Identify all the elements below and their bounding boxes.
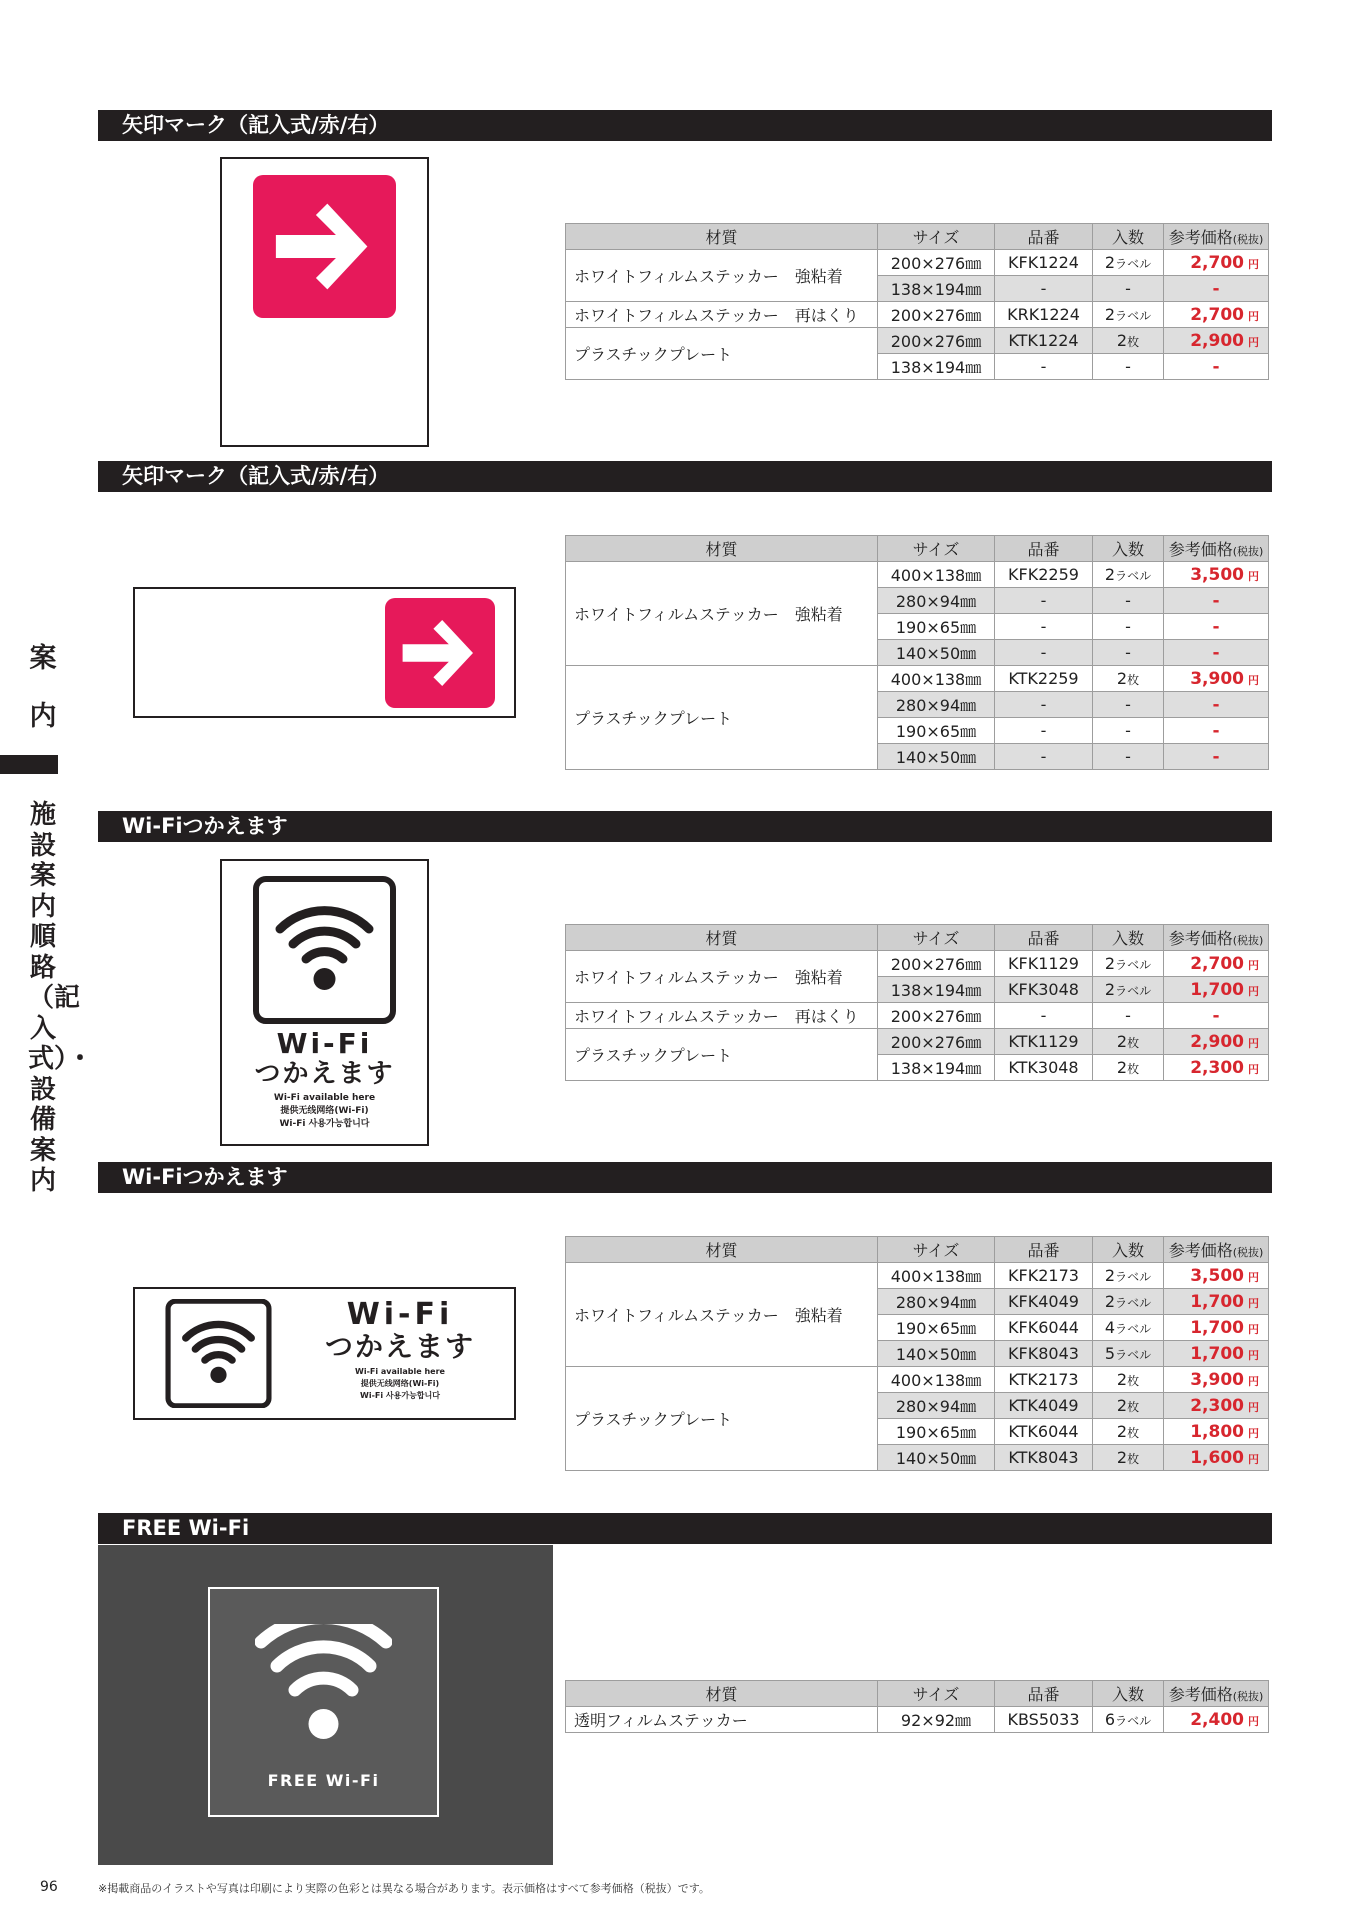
section-title: 矢印マーク（記入式/赤/右） — [98, 110, 1272, 141]
cell-item-no: KFK3048 — [995, 977, 1093, 1003]
cell-price: 2,300 円 — [1164, 1055, 1269, 1081]
cell-qty: - — [1093, 744, 1164, 770]
cell-qty: 6ラベル — [1093, 1707, 1164, 1733]
cell-qty-unit: ラベル — [1115, 569, 1152, 583]
sign-text-sub: 提供无线网络(Wi-Fi) — [360, 1379, 440, 1388]
cell-size: 190×65㎜ — [878, 1315, 995, 1341]
cell-price: 1,800 円 — [1164, 1419, 1269, 1445]
cell-item-no: KFK2259 — [995, 562, 1093, 588]
header-price-note: (税抜) — [1232, 1690, 1264, 1703]
cell-size: 200×276㎜ — [878, 1003, 995, 1029]
wifi-icon — [255, 1624, 392, 1742]
cell-item-no: - — [995, 692, 1093, 718]
cell-item-no: KTK6044 — [995, 1419, 1093, 1445]
header-qty: 入数 — [1093, 925, 1164, 951]
cell-item-no: KTK4049 — [995, 1393, 1093, 1419]
cell-item-no: - — [995, 718, 1093, 744]
sign-text-main: つかえます — [254, 1059, 395, 1089]
cell-price-unit: 円 — [1248, 1374, 1259, 1388]
cell-size: 190×65㎜ — [878, 718, 995, 744]
spec-table — [565, 223, 1269, 380]
footnote: ※掲載商品のイラストや写真は印刷により実際の色彩とは異なる場合があります。表示価格はすべて参考価格（税抜）です。 — [98, 1882, 710, 1895]
header-price: 参考価格(税抜) — [1164, 925, 1269, 951]
header-item-no: 品番 — [995, 536, 1093, 562]
cell-size: 140×50㎜ — [878, 1341, 995, 1367]
cell-qty: - — [1093, 614, 1164, 640]
header-item-no: 品番 — [995, 1681, 1093, 1707]
cell-qty: 2ラベル — [1093, 302, 1164, 328]
cell-item-no: KBS5033 — [995, 1707, 1093, 1733]
cell-qty: 2ラベル — [1093, 250, 1164, 276]
cell-qty: - — [1093, 588, 1164, 614]
header-qty: 入数 — [1093, 1237, 1164, 1263]
cell-qty-unit: 枚 — [1127, 1426, 1140, 1440]
header-price-note: (税抜) — [1232, 934, 1264, 947]
cell-material: プラスチックプレート — [566, 1029, 878, 1081]
cell-size: 138×194㎜ — [878, 276, 995, 302]
cell-qty: 5ラベル — [1093, 1341, 1164, 1367]
header-item-no: 品番 — [995, 1237, 1093, 1263]
table-row — [566, 1029, 1269, 1055]
cell-price-unit: 円 — [1248, 1322, 1259, 1336]
cell-item-no: KFK8043 — [995, 1341, 1093, 1367]
table-header-row — [566, 536, 1269, 562]
header-item-no: 品番 — [995, 925, 1093, 951]
header-qty: 入数 — [1093, 224, 1164, 250]
cell-item-no: KFK6044 — [995, 1315, 1093, 1341]
side-divider — [0, 755, 58, 774]
sign-text-main: つかえます — [324, 1330, 475, 1363]
cell-material: ホワイトフィルムステッカー 強粘着 — [566, 562, 878, 666]
cell-price-unit: 円 — [1248, 569, 1259, 583]
cell-qty: 2ラベル — [1093, 562, 1164, 588]
cell-qty: 4ラベル — [1093, 1315, 1164, 1341]
cell-size: 400×138㎜ — [878, 666, 995, 692]
cell-item-no: KTK2173 — [995, 1367, 1093, 1393]
sign-text-sub: Wi-Fi 사용가능합니다 — [360, 1391, 440, 1400]
section-title: 矢印マーク（記入式/赤/右） — [98, 461, 1272, 492]
cell-qty-unit: 枚 — [1127, 335, 1140, 349]
table-row — [566, 1003, 1269, 1029]
spec-table — [565, 1236, 1269, 1471]
cell-qty-unit: 枚 — [1127, 1036, 1140, 1050]
cell-price-unit: 円 — [1248, 1714, 1259, 1728]
cell-price: - — [1164, 1003, 1269, 1029]
cell-price: 2,400 円 — [1164, 1707, 1269, 1733]
cell-qty: 2ラベル — [1093, 1263, 1164, 1289]
arrow-right-icon — [253, 175, 396, 318]
cell-size: 92×92㎜ — [878, 1707, 995, 1733]
cell-price: 3,500 円 — [1164, 1263, 1269, 1289]
cell-item-no: - — [995, 276, 1093, 302]
header-price: 参考価格(税抜) — [1164, 1237, 1269, 1263]
cell-item-no: - — [995, 640, 1093, 666]
cell-price-unit: 円 — [1248, 1036, 1259, 1050]
cell-price-unit: 円 — [1248, 1062, 1259, 1076]
cell-qty-unit: ラベル — [1115, 1322, 1152, 1336]
table-row — [566, 951, 1269, 977]
table-row — [566, 1263, 1269, 1289]
cell-qty-unit: ラベル — [1115, 1348, 1152, 1362]
product-image-free-wifi — [98, 1545, 553, 1865]
cell-qty: 2ラベル — [1093, 977, 1164, 1003]
cell-qty-unit: ラベル — [1115, 1714, 1152, 1728]
cell-price: 2,900 円 — [1164, 1029, 1269, 1055]
cell-price-unit: 円 — [1248, 984, 1259, 998]
header-material: 材質 — [566, 1681, 878, 1707]
cell-price: 1,700 円 — [1164, 1289, 1269, 1315]
cell-size: 190×65㎜ — [878, 614, 995, 640]
cell-item-no: KFK1224 — [995, 250, 1093, 276]
cell-size: 200×276㎜ — [878, 1029, 995, 1055]
header-price: 参考価格(税抜) — [1164, 536, 1269, 562]
cell-material: プラスチックプレート — [566, 1367, 878, 1471]
table-header-row — [566, 224, 1269, 250]
header-price-note: (税抜) — [1232, 545, 1264, 558]
cell-size: 280×94㎜ — [878, 1393, 995, 1419]
sign-text-main: Wi-Fi — [276, 1027, 373, 1060]
product-image-arrow-landscape — [133, 587, 516, 718]
side-title-bottom: 施設案内 順路（記入式）・設備案内 — [28, 800, 94, 1196]
cell-qty: 2ラベル — [1093, 951, 1164, 977]
cell-size: 400×138㎜ — [878, 1263, 995, 1289]
cell-qty: - — [1093, 354, 1164, 380]
product-image-wifi-landscape — [133, 1287, 516, 1420]
sign-text-sub: Wi-Fi 사용가능합니다 — [279, 1119, 370, 1129]
cell-size: 138×194㎜ — [878, 1055, 995, 1081]
cell-material: ホワイトフィルムステッカー 強粘着 — [566, 951, 878, 1003]
header-item-no: 品番 — [995, 224, 1093, 250]
cell-price: 3,500 円 — [1164, 562, 1269, 588]
cell-item-no: KTK1224 — [995, 328, 1093, 354]
cell-item-no: KRK1224 — [995, 302, 1093, 328]
page-number: 96 — [40, 1879, 58, 1895]
cell-price: - — [1164, 744, 1269, 770]
cell-qty-unit: ラベル — [1115, 1296, 1152, 1310]
header-size: サイズ — [878, 224, 995, 250]
cell-price-unit: 円 — [1248, 1296, 1259, 1310]
cell-item-no: - — [995, 354, 1093, 380]
cell-price-unit: 円 — [1248, 1452, 1259, 1466]
spec-table — [565, 535, 1269, 770]
cell-size: 200×276㎜ — [878, 951, 995, 977]
cell-size: 138×194㎜ — [878, 977, 995, 1003]
cell-price: - — [1164, 692, 1269, 718]
cell-qty-unit: 枚 — [1127, 1374, 1140, 1388]
cell-size: 200×276㎜ — [878, 250, 995, 276]
cell-price: 2,700 円 — [1164, 302, 1269, 328]
header-price-note: (税抜) — [1232, 233, 1264, 246]
cell-qty: 2ラベル — [1093, 1289, 1164, 1315]
cell-qty: - — [1093, 276, 1164, 302]
cell-size: 138×194㎜ — [878, 354, 995, 380]
cell-price: 1,600 円 — [1164, 1445, 1269, 1471]
cell-item-no: KTK1129 — [995, 1029, 1093, 1055]
cell-qty-unit: ラベル — [1115, 958, 1152, 972]
cell-price-unit: 円 — [1248, 335, 1259, 349]
cell-item-no: - — [995, 1003, 1093, 1029]
cell-qty: 2枚 — [1093, 1445, 1164, 1471]
cell-qty: 2枚 — [1093, 328, 1164, 354]
cell-price: 2,300 円 — [1164, 1393, 1269, 1419]
header-material: 材質 — [566, 536, 878, 562]
cell-item-no: KFK4049 — [995, 1289, 1093, 1315]
cell-price-unit: 円 — [1248, 1270, 1259, 1284]
product-image-wifi-portrait — [220, 859, 429, 1146]
table-row — [566, 562, 1269, 588]
cell-price: 3,900 円 — [1164, 1367, 1269, 1393]
cell-size: 140×50㎜ — [878, 640, 995, 666]
cell-qty: 2枚 — [1093, 1419, 1164, 1445]
cell-item-no: KTK8043 — [995, 1445, 1093, 1471]
cell-item-no: KFK2173 — [995, 1263, 1093, 1289]
cell-price: - — [1164, 614, 1269, 640]
wifi-icon — [163, 1299, 274, 1408]
sign-text-sub: Wi-Fi available here — [355, 1367, 445, 1376]
cell-size: 280×94㎜ — [878, 692, 995, 718]
table-row — [566, 302, 1269, 328]
cell-price: - — [1164, 354, 1269, 380]
header-material: 材質 — [566, 1237, 878, 1263]
table-row — [566, 1707, 1269, 1733]
side-title-top: 案内 — [29, 643, 57, 732]
cell-qty: 2枚 — [1093, 1367, 1164, 1393]
cell-qty-unit: ラベル — [1115, 1270, 1152, 1284]
cell-size: 200×276㎜ — [878, 328, 995, 354]
cell-price: 2,700 円 — [1164, 250, 1269, 276]
header-price-note: (税抜) — [1232, 1246, 1264, 1259]
cell-item-no: KFK1129 — [995, 951, 1093, 977]
cell-price: - — [1164, 718, 1269, 744]
header-size: サイズ — [878, 1237, 995, 1263]
table-row — [566, 250, 1269, 276]
cell-price-unit: 円 — [1248, 309, 1259, 323]
cell-qty: - — [1093, 1003, 1164, 1029]
cell-qty: 2枚 — [1093, 1393, 1164, 1419]
section-title: Wi-Fiつかえます — [98, 811, 1272, 842]
table-row — [566, 328, 1269, 354]
cell-price: - — [1164, 640, 1269, 666]
cell-qty: - — [1093, 692, 1164, 718]
header-material: 材質 — [566, 224, 878, 250]
wifi-icon — [253, 876, 396, 1024]
cell-qty: - — [1093, 718, 1164, 744]
table-header-row — [566, 1681, 1269, 1707]
arrow-right-icon — [385, 598, 495, 708]
cell-price: 1,700 円 — [1164, 1315, 1269, 1341]
sign-text-sub: Wi-Fi available here — [273, 1093, 376, 1103]
cell-item-no: - — [995, 588, 1093, 614]
cell-price-unit: 円 — [1248, 1426, 1259, 1440]
cell-price-unit: 円 — [1248, 1400, 1259, 1414]
cell-price-unit: 円 — [1248, 1348, 1259, 1362]
cell-qty-unit: ラベル — [1115, 984, 1152, 998]
cell-size: 140×50㎜ — [878, 744, 995, 770]
table-header-row — [566, 1237, 1269, 1263]
cell-price-unit: 円 — [1248, 257, 1259, 271]
cell-price: 2,900 円 — [1164, 328, 1269, 354]
spec-table — [565, 1680, 1269, 1733]
cell-size: 140×50㎜ — [878, 1445, 995, 1471]
cell-qty-unit: 枚 — [1127, 1400, 1140, 1414]
cell-material: 透明フィルムステッカー — [566, 1707, 878, 1733]
table-row — [566, 666, 1269, 692]
cell-size: 400×138㎜ — [878, 562, 995, 588]
cell-qty: 2枚 — [1093, 1055, 1164, 1081]
cell-material: ホワイトフィルムステッカー 強粘着 — [566, 250, 878, 302]
header-size: サイズ — [878, 536, 995, 562]
cell-qty: 2枚 — [1093, 1029, 1164, 1055]
cell-item-no: - — [995, 744, 1093, 770]
cell-qty-unit: 枚 — [1127, 1452, 1140, 1466]
cell-qty: - — [1093, 640, 1164, 666]
cell-price-unit: 円 — [1248, 673, 1259, 687]
sign-text-main: Wi-Fi — [346, 1297, 454, 1332]
cell-qty-unit: ラベル — [1115, 309, 1152, 323]
header-size: サイズ — [878, 1681, 995, 1707]
cell-price: 2,700 円 — [1164, 951, 1269, 977]
product-image-arrow-portrait — [220, 157, 429, 447]
cell-qty-unit: 枚 — [1127, 1062, 1140, 1076]
cell-price: 3,900 円 — [1164, 666, 1269, 692]
cell-item-no: - — [995, 614, 1093, 640]
header-material: 材質 — [566, 925, 878, 951]
cell-material: ホワイトフィルムステッカー 強粘着 — [566, 1263, 878, 1367]
cell-price: - — [1164, 276, 1269, 302]
cell-qty-unit: ラベル — [1115, 257, 1152, 271]
header-qty: 入数 — [1093, 536, 1164, 562]
cell-qty: 2枚 — [1093, 666, 1164, 692]
header-price: 参考価格(税抜) — [1164, 224, 1269, 250]
cell-size: 280×94㎜ — [878, 588, 995, 614]
spec-table — [565, 924, 1269, 1081]
cell-size: 200×276㎜ — [878, 302, 995, 328]
table-header-row — [566, 925, 1269, 951]
header-qty: 入数 — [1093, 1681, 1164, 1707]
cell-price: 1,700 円 — [1164, 977, 1269, 1003]
cell-price: - — [1164, 588, 1269, 614]
cell-size: 280×94㎜ — [878, 1289, 995, 1315]
cell-qty-unit: 枚 — [1127, 673, 1140, 687]
cell-price: 1,700 円 — [1164, 1341, 1269, 1367]
sign-text-main: FREE Wi-Fi — [267, 1771, 380, 1790]
cell-material: ホワイトフィルムステッカー 再はくり — [566, 1003, 878, 1029]
table-row — [566, 1367, 1269, 1393]
cell-item-no: KTK2259 — [995, 666, 1093, 692]
cell-material: プラスチックプレート — [566, 666, 878, 770]
section-title: FREE Wi-Fi — [98, 1513, 1272, 1544]
header-size: サイズ — [878, 925, 995, 951]
section-title: Wi-Fiつかえます — [98, 1162, 1272, 1193]
cell-item-no: KTK3048 — [995, 1055, 1093, 1081]
cell-price-unit: 円 — [1248, 958, 1259, 972]
cell-material: プラスチックプレート — [566, 328, 878, 380]
cell-size: 190×65㎜ — [878, 1419, 995, 1445]
cell-size: 400×138㎜ — [878, 1367, 995, 1393]
cell-material: ホワイトフィルムステッカー 再はくり — [566, 302, 878, 328]
sticker-outline — [208, 1587, 439, 1817]
sign-text-sub: 提供无线网络(Wi-Fi) — [280, 1106, 369, 1116]
header-price: 参考価格(税抜) — [1164, 1681, 1269, 1707]
